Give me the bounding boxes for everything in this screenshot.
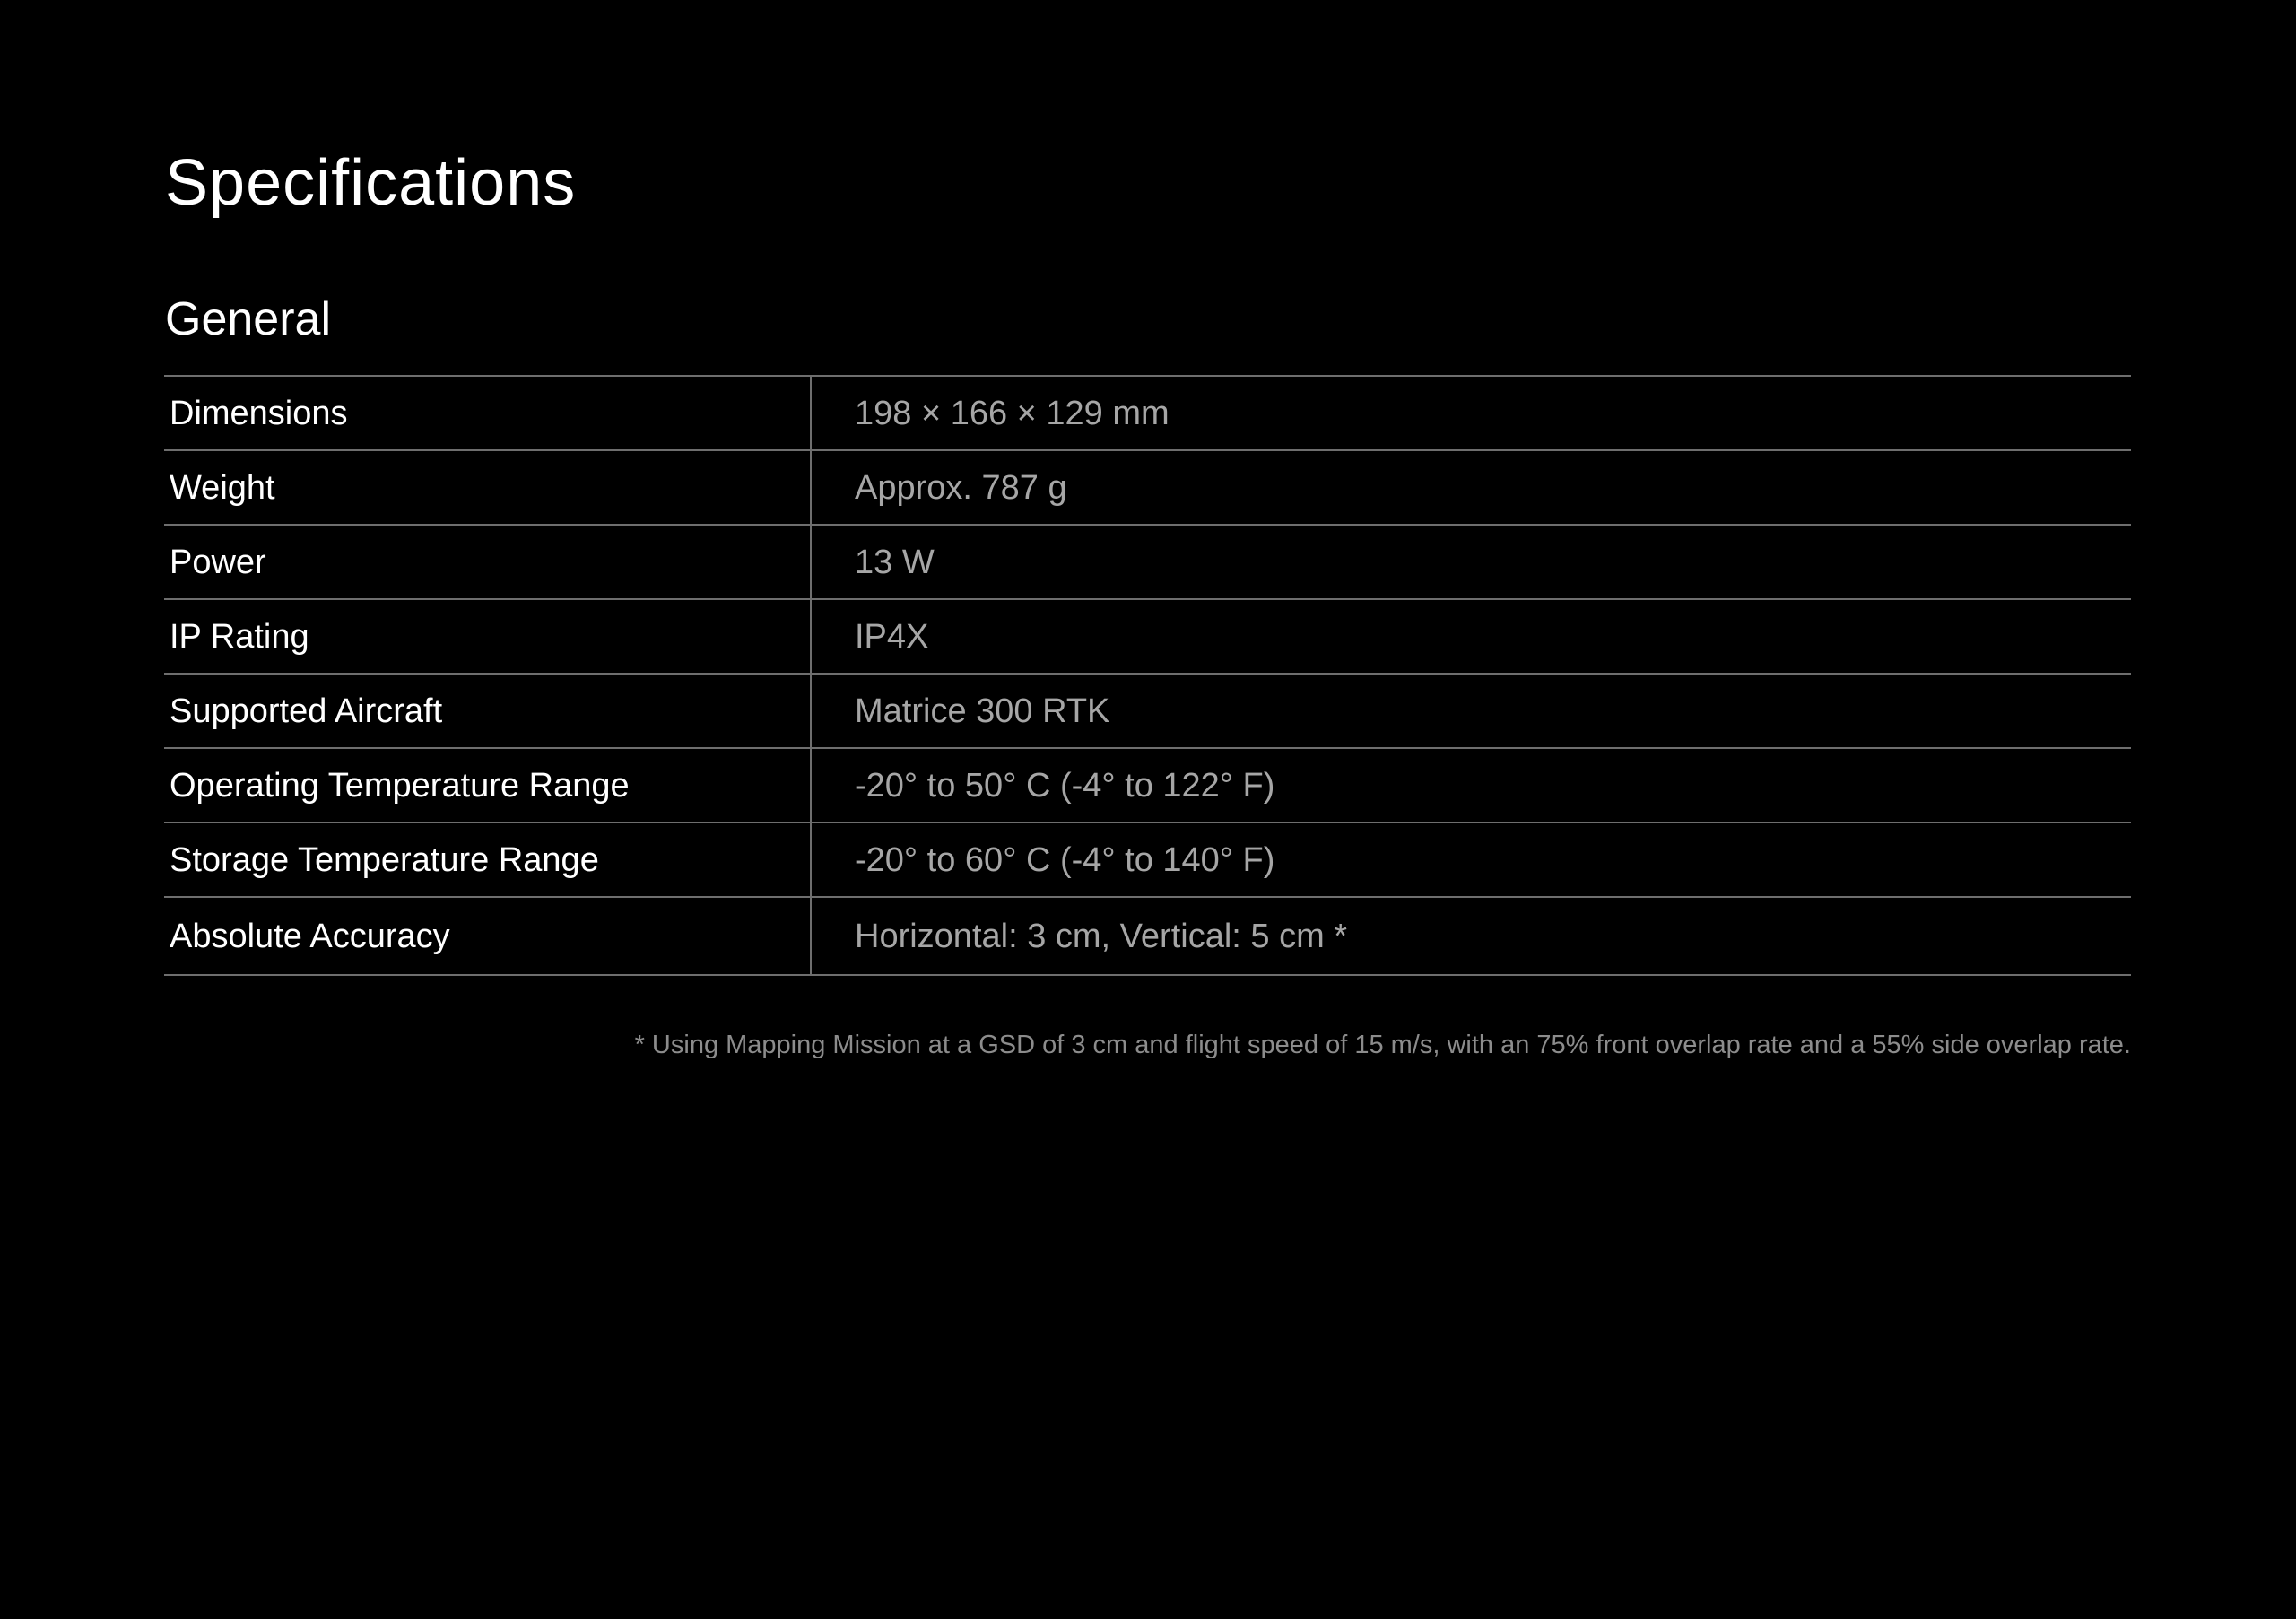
footnote: * Using Mapping Mission at a GSD of 3 cm and flight speed of 15 m/s, with an 75% front overlap rate and a 55% side overlap rate. <box>634 1031 2131 1059</box>
spec-table <box>164 375 2131 976</box>
spec-value: 13 W <box>811 525 2131 599</box>
spec-label: Dimensions <box>164 376 811 450</box>
table-row <box>164 450 2131 525</box>
table-row <box>164 674 2131 748</box>
table-row <box>164 599 2131 674</box>
spec-label: Power <box>164 525 811 599</box>
spec-label: Operating Temperature Range <box>164 748 811 823</box>
spec-value: 198 × 166 × 129 mm <box>855 394 1170 432</box>
section-title-general: General <box>165 293 331 345</box>
spec-label: Storage Temperature Range <box>164 823 811 897</box>
table-row <box>164 748 2131 823</box>
spec-label: IP Rating <box>164 599 811 674</box>
table-row <box>164 525 2131 599</box>
spec-label: Absolute Accuracy <box>164 897 811 975</box>
spec-value: Horizontal: 3 cm, Vertical: 5 cm * <box>811 897 2131 975</box>
table-row <box>164 823 2131 897</box>
spec-label: Weight <box>164 450 811 525</box>
table-row <box>164 376 2131 450</box>
spec-value: -20° to 50° C (-4° to 122° F) <box>811 748 2131 823</box>
spec-label: Supported Aircraft <box>164 674 811 748</box>
spec-value: Matrice 300 RTK <box>811 674 2131 748</box>
page-title: Specifications <box>165 147 577 219</box>
spec-value: Approx. 787 g <box>811 450 2131 525</box>
spec-value: -20° to 60° C (-4° to 140° F) <box>811 823 2131 897</box>
spec-value: IP4X <box>811 599 2131 674</box>
table-row <box>164 897 2131 975</box>
